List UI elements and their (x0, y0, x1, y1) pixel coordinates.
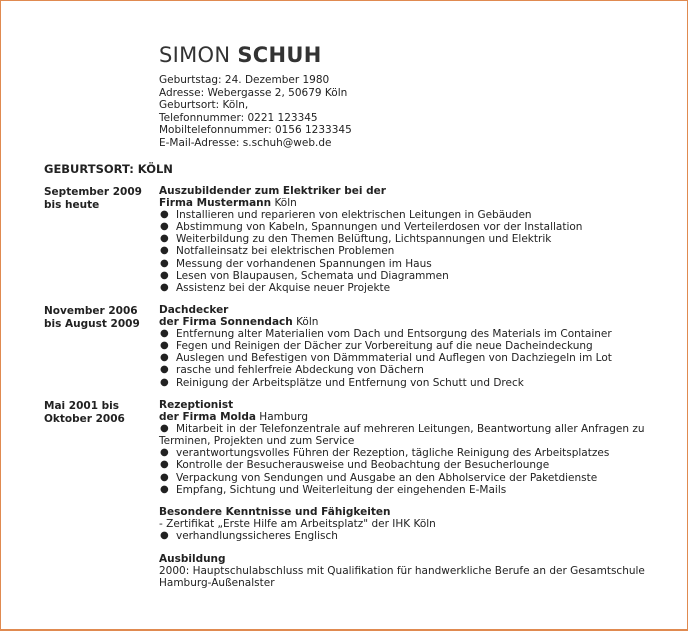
experience-employer: der Firma Molda Hamburg (159, 411, 308, 424)
bullet-icon: ● (160, 233, 169, 245)
contact-birthplace: Geburtsort: Köln, (159, 99, 249, 112)
task-item: ● Lesen von Blaupausen, Schemata und Diagrammen (160, 269, 449, 282)
experience-date-3: Mai 2001 bis Oktober 2006 (44, 400, 125, 425)
task-item: ● Abstimmung von Kabeln, Spannungen und Verteilerdosen vor der Installation (160, 221, 583, 234)
bullet-icon: ● (160, 530, 169, 542)
skills-section (159, 506, 659, 542)
experience-date-2: November 2006 bis August 2009 (44, 305, 140, 330)
task-item: ● Fegen und Reinigen der Dächer zur Vorbereitung auf die neue Dacheindeckung (160, 340, 593, 353)
experience-entry-1 (159, 185, 659, 294)
bullet-icon: ● (160, 352, 169, 364)
contact-mobile: Mobiltelefonnummer: 0156 1233345 (159, 124, 352, 137)
bullet-icon: ● (160, 483, 169, 495)
task-item: ● Verpackung von Sendungen und Ausgabe an den Abholservice der Paketdienste (160, 471, 598, 484)
education-title: Ausbildung (159, 553, 226, 565)
bullet-icon: ● (160, 281, 169, 293)
task-item: ● rasche und fehlerfreie Abdeckung von Dächern (160, 364, 424, 377)
applicant-name (159, 43, 322, 67)
bullet-icon: ● (160, 269, 169, 281)
contact-email: E-Mail-Adresse: s.schuh@web.de (159, 136, 332, 149)
experience-role: Auszubildender zum Elektriker bei der (159, 185, 386, 197)
education-text: 2000: Hauptschulabschluss mit Qualifikation für handwerkliche Berufe an der Gesamtschule Hamburg-Außenalster (159, 565, 645, 590)
task-list (159, 328, 659, 388)
section-heading: GEBURTSORT: KÖLN (44, 162, 173, 176)
bullet-icon: ● (160, 209, 169, 221)
task-item: ● Weiterbildung zu den Themen Belüftung, Lichtspannungen und Elektrik (160, 233, 552, 246)
bullet-icon: ● (160, 423, 169, 435)
task-item: ● Notfalleinsatz bei elektrischen Problemen (160, 245, 395, 258)
skills-title: Besondere Kenntnisse und Fähigkeiten (159, 506, 391, 518)
task-item: ● Auslegen und Befestigen von Dämmmaterial und Auflegen von Dachziegeln im Lot (160, 352, 612, 365)
task-item: ● Installieren und reparieren von elektrischen Leitungen in Gebäuden (160, 209, 532, 222)
bullet-icon: ● (160, 376, 169, 388)
task-item: ● Kontrolle der Besucherausweise und Beobachtung der Besucherlounge (160, 459, 550, 472)
skill-item: ● verhandlungssicheres Englisch (160, 530, 338, 543)
experience-employer: Firma Mustermann Köln (159, 197, 297, 210)
contact-phone: Telefonnummer: 0221 123345 (159, 111, 318, 124)
experience-date-1: September 2009 bis heute (44, 186, 142, 211)
bullet-icon: ● (160, 459, 169, 471)
bullet-icon: ● (160, 221, 169, 233)
task-item: ● Mitarbeit in der Telefonzentrale auf mehreren Leitungen, Beantwortung aller Anfragen zu Terminen, Projekten und zum Service (159, 423, 645, 448)
education-section (159, 553, 659, 589)
contact-birthday: Geburtstag: 24. Dezember 1980 (159, 74, 330, 86)
task-item: ● Assistenz bei der Akquise neuer Projekte (160, 281, 391, 294)
experience-entry-3 (159, 399, 659, 496)
contact-block (159, 74, 352, 150)
task-list (159, 209, 659, 294)
last-name: SCHUH (237, 43, 322, 67)
bullet-icon: ● (160, 447, 169, 459)
bullet-icon: ● (160, 245, 169, 257)
task-item: ● Reinigung der Arbeitsplätze und Entfernung von Schutt und Dreck (160, 376, 524, 389)
bullet-icon: ● (160, 328, 169, 340)
bullet-icon: ● (160, 364, 169, 376)
task-item: ● Entfernung alter Materialien vom Dach und Entsorgung des Materials im Container (160, 328, 612, 341)
bullet-icon: ● (160, 471, 169, 483)
experience-employer: der Firma Sonnendach Köln (159, 316, 319, 329)
task-list (159, 423, 659, 496)
contact-address: Adresse: Webergasse 2, 50679 Köln (159, 86, 348, 99)
experience-role: Rezeptionist (159, 399, 234, 411)
bullet-icon: ● (160, 340, 169, 352)
experience-entry-2 (159, 304, 659, 389)
task-item: ● Empfang, Sichtung und Weiterleitung der eingehenden E-Mails (160, 483, 507, 496)
task-item: ● verantwortungsvolles Führen der Rezeption, tägliche Reinigung des Arbeitsplatzes (160, 447, 610, 460)
skills-certificate: - Zertifikat „Erste Hilfe am Arbeitsplatz" der IHK Köln (159, 518, 436, 531)
first-name: SIMON (159, 43, 231, 67)
experience-role: Dachdecker (159, 304, 229, 316)
skills-list (159, 530, 659, 542)
bullet-icon: ● (160, 257, 169, 269)
task-item: ● Messung der vorhandenen Spannungen im Haus (160, 257, 432, 270)
